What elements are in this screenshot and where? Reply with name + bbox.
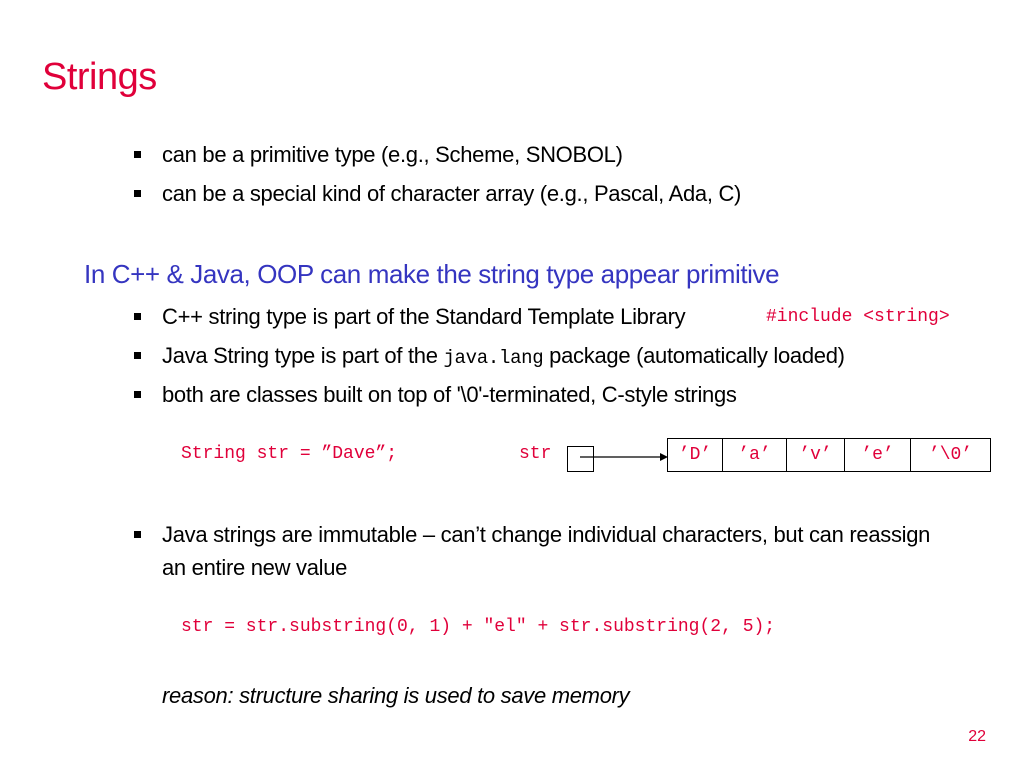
square-bullet-icon	[134, 190, 141, 197]
square-bullet-icon	[134, 391, 141, 398]
char-cell: ’D’	[667, 438, 722, 472]
square-bullet-icon	[134, 531, 141, 538]
bullet-text: can be a special kind of character array (e.g., Pascal, Ada, C)	[162, 181, 742, 206]
pointer-variable-label: str	[519, 444, 552, 464]
bullet-text-line1: Java strings are immutable – can’t change individual characters, but can reassign	[162, 522, 931, 547]
bullet-text	[162, 343, 845, 369]
inline-code: java.lang	[443, 347, 544, 369]
slide-title: Strings	[42, 56, 157, 98]
bullet-text-pre: Java String type is part of the	[162, 343, 444, 368]
bullet-text-post: package (automatically loaded)	[543, 343, 845, 368]
bullet-text-line2: an entire new value	[162, 555, 348, 580]
square-bullet-icon	[134, 151, 141, 158]
section-heading: In C++ & Java, OOP can make the string type appear primitive	[84, 259, 780, 289]
reason-note: reason: structure sharing is used to save memory	[162, 683, 630, 708]
char-cell: ’v’	[786, 438, 844, 472]
square-bullet-icon	[134, 313, 141, 320]
square-bullet-icon	[134, 352, 141, 359]
pointer-arrow-icon	[578, 449, 670, 465]
include-code: #include <string>	[766, 307, 950, 327]
substring-code: str = str.substring(0, 1) + "el" + str.substring(2, 5);	[181, 617, 776, 637]
bullet-text: both are classes built on top of '\0'-terminated, C-style strings	[162, 382, 737, 407]
char-cell: ’e’	[844, 438, 910, 472]
page-number: 22	[968, 728, 986, 745]
string-declaration-code: String str = ”Dave”;	[181, 444, 398, 464]
char-cell: ’a’	[722, 438, 786, 472]
bullet-text: C++ string type is part of the Standard Template Library	[162, 304, 686, 329]
bullet-text: can be a primitive type (e.g., Scheme, SNOBOL)	[162, 142, 623, 167]
char-cell: ’\0’	[910, 438, 991, 472]
